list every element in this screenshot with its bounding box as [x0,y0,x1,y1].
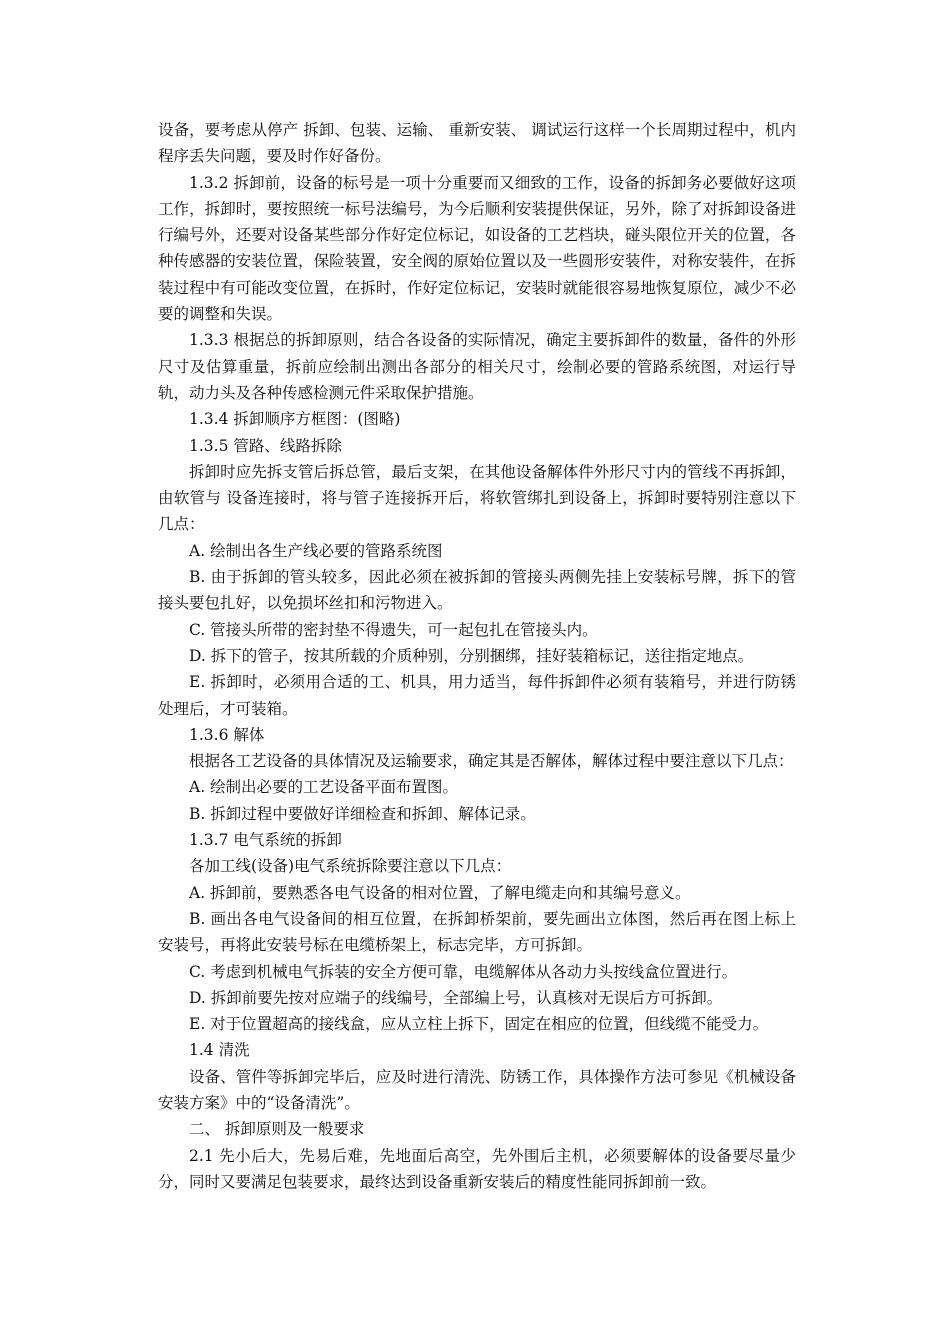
section-heading: 1.3.7 电气系统的拆卸 [189,831,342,850]
paragraph: 1.3.3 根据总的拆卸原则，结合各设备的实际情况，确定主要拆卸件的数量，备件的外形尺寸及估算重量，拆前应绘制出测出各部分的相关尺寸，绘制必要的管路系统图，对运行导轨，动力头及各种传感检测元件采取保护措施。 [158,331,796,402]
chapter-heading: 二、 拆卸原则及一般要求 [189,1120,365,1139]
section-heading: 1.3.6 解体 [189,725,265,744]
list-item: B. 拆卸过程中要做好详细检查和拆卸、解体记录。 [189,804,536,823]
list-item: E. 对于位置超高的接线盒，应从立柱上拆下，固定在相应的位置，但线缆不能受力。 [189,1015,769,1034]
list-item: D. 拆下的管子，按其所载的介质种别，分别捆绑，挂好装箱标记，送往指定地点。 [189,646,754,665]
paragraph: 拆卸时应先拆支管后拆总管，最后支架，在其他设备解体件外形尺寸内的管线不再拆卸，由软管与 设备连接时，将与管子连接拆开后，将软管绑扎到设备上，拆卸时要特别注意以下几点： [158,462,796,534]
section-heading: 1.3.4 拆卸顺序方框图：(图略) [189,410,401,429]
list-item: A. 拆卸前，要熟悉各电气设备的相对位置，了解电缆走向和其编号意义。 [189,883,691,902]
list-item: B. 由于拆卸的管头较多，因此必须在被拆卸的管接头两侧先挂上安装标号牌，拆下的管接头要包扎好，以免损坏丝扣和污物进入。 [158,568,796,613]
list-item: B. 画出各电气设备间的相互位置，在拆卸桥架前，要先画出立体图，然后再在图上标上安装号，再将此安装号标在电缆桥架上，标志完毕，方可拆卸。 [158,909,796,955]
list-item: A. 绘制出各生产线必要的管路系统图 [189,541,443,560]
list-item: C. 管接头所带的密封垫不得遗失，可一起包扎在管接头内。 [189,620,598,639]
list-item: C. 考虑到机械电气拆装的安全方便可靠，电缆解体从各动力头按线盒位置进行。 [189,962,738,981]
paragraph: 1.3.2 拆卸前，设备的标号是一项十分重要而又细致的工作，设备的拆卸务必要做好这项工作，拆卸时，要按照统一标号法编号，为今后顺利安装提供保证，另外，除了对拆卸设备进行编号外，还要对设备某些部分作好定位标记，如设备的工艺档块，碰头限位开关的位置，各种传感器的安装位置，保险装置，安全阀的原始位置以及一些圆形安装件，对称安装件，在拆装过程中有可能改变位置，在拆时，作好定位标记，安装时就能很容易地恢复原位，减少不必要的调整和失误。 [158,173,796,324]
list-item: D. 拆卸前要先按对应端子的线编号，全部编上号，认真核对无误后方可拆卸。 [189,988,723,1007]
paragraph: 根据各工艺设备的具体情况及运输要求，确定其是否解体，解体过程中要注意以下几点： [189,752,794,771]
paragraph: 设备，要考虑从停产 拆卸、包装、运输、 重新安装、 调试运行这样一个长周期过程中，机内程序丢失问题，要及时作好备份。 [158,121,796,166]
document-body [158,117,796,1195]
list-item: A. 绘制出必要的工艺设备平面布置图。 [189,778,459,797]
section-heading: 1.3.5 管路、线路拆除 [189,436,342,455]
section-heading: 1.4 清洗 [189,1041,250,1060]
paragraph: 设备、管件等拆卸完毕后，应及时进行清洗、防锈工作，具体操作方法可参见《机械设备安装方案》中的“设备清洗”。 [158,1067,796,1112]
list-item: E. 拆卸时，必须用合适的工、机具，用力适当，每件拆卸件必须有装箱号，并进行防锈处理后，才可装箱。 [158,673,796,718]
paragraph: 2.1 先小后大，先易后难，先地面后高空，先外围后主机，必须要解体的设备要尽量少分，同时又要满足包装要求，最终达到设备重新安装后的精度性能同拆卸前一致。 [158,1146,796,1191]
paragraph: 各加工线(设备)电气系统拆除要注意以下几点： [189,857,512,876]
